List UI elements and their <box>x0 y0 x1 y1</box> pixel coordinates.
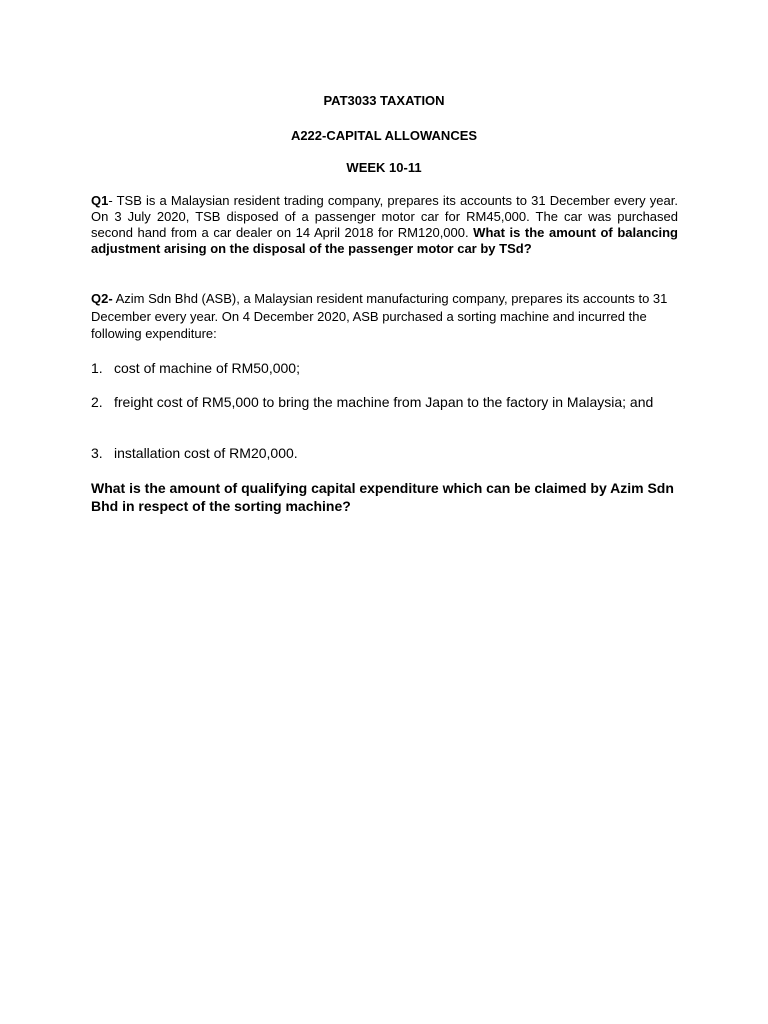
course-title: PAT3033 TAXATION <box>323 93 445 108</box>
question-2-text: Azim Sdn Bhd (ASB), a Malaysian resident manufacturing company, prepares its accounts to 31 December every year. On 4 December 2020, ASB purchased a sorting machine and incurred the following expenditure: <box>91 291 668 341</box>
question-1 <box>91 193 678 257</box>
list-item-number: 1. <box>91 360 103 376</box>
topic-title: A222-CAPITAL ALLOWANCES <box>290 128 478 143</box>
question-2-label: Q2- <box>91 291 113 306</box>
list-item-text: freight cost of RM5,000 to bring the machine from Japan to the factory in Malaysia; and <box>114 394 654 410</box>
question-1-label: Q1 <box>91 193 109 208</box>
list-item <box>91 360 678 377</box>
list-item-text: cost of machine of RM50,000; <box>114 360 300 376</box>
question-1-text: - TSB is a Malaysian resident trading company, prepares its accounts to 31 December every year. On 3 July 2020, TSB disposed of a passenger motor car for RM45,000. The car was purchased second hand from a car dealer on 14 April 2018 for RM120,000. <box>91 193 678 240</box>
week-title: WEEK 10-11 <box>346 160 422 175</box>
question-2-prompt: What is the amount of qualifying capital expenditure which can be claimed by Azim Sdn Bhd in respect of the sorting machine? <box>91 480 674 514</box>
list-item-number: 2. <box>91 394 103 410</box>
list-item-text: installation cost of RM20,000. <box>114 445 298 461</box>
question-2 <box>91 290 678 343</box>
list-item <box>91 394 678 411</box>
question-1-prompt: What is the amount of balancing adjustment arising on the disposal of the passenger motor car by TSd? <box>91 225 678 256</box>
list-item-number: 3. <box>91 445 103 461</box>
list-item <box>91 445 678 462</box>
